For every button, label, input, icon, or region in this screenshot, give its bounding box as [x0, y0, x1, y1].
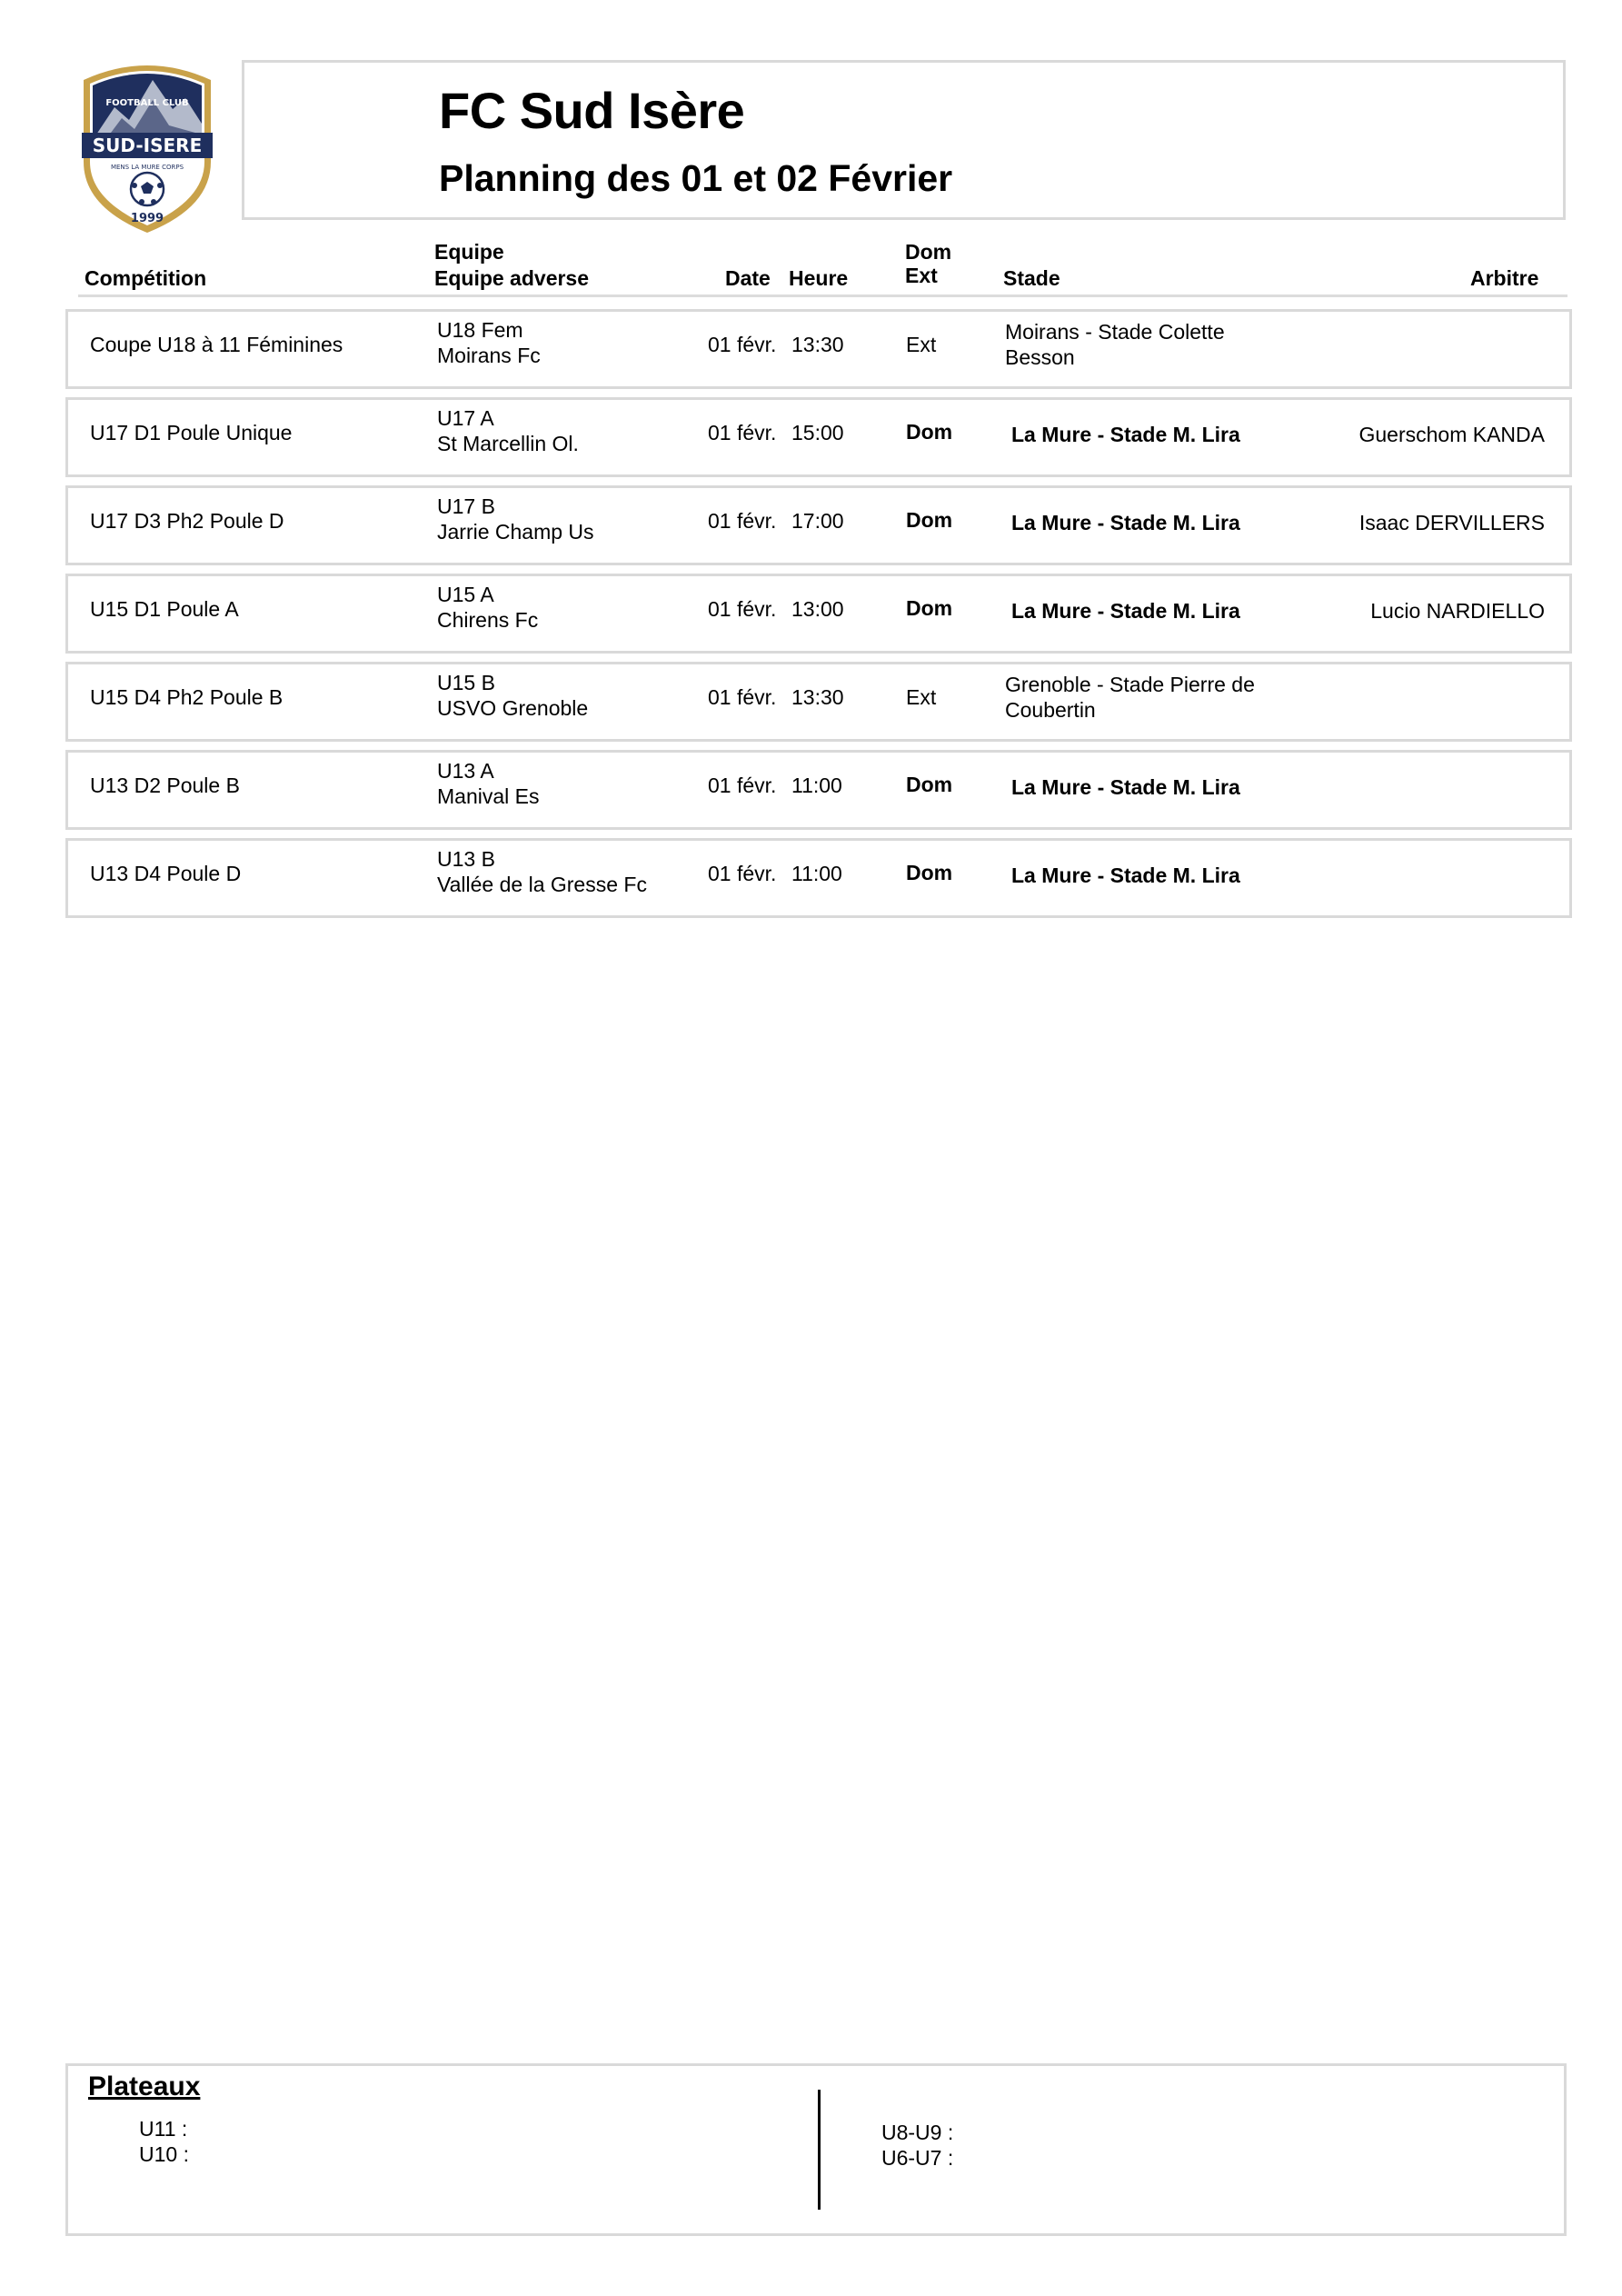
match-date: 01 févr.: [708, 685, 777, 709]
col-header-competition: Compétition: [85, 266, 207, 290]
arbitre: Isaac DERVILLERS: [1358, 511, 1545, 534]
competition: U15 D4 Ph2 Poule B: [90, 685, 284, 709]
col-header-ext: Ext: [905, 264, 938, 287]
match-date: 01 févr.: [708, 333, 777, 356]
team: U18 Fem: [437, 318, 523, 342]
plateau-u6-u7: U6-U7 :: [881, 2146, 954, 2170]
stade: La Mure - Stade M. Lira: [1011, 599, 1240, 623]
competition: U15 D1 Poule A: [90, 597, 239, 621]
col-header-equipe-adverse: Equipe adverse: [434, 266, 590, 290]
opponent: Vallée de la Gresse Fc: [437, 873, 647, 896]
col-header-stade: Stade: [1003, 266, 1060, 290]
dom-ext: Dom: [906, 861, 953, 884]
competition: U13 D2 Poule B: [90, 774, 240, 797]
match-date: 01 févr.: [708, 862, 777, 885]
opponent: Moirans Fc: [437, 344, 541, 367]
svg-text:MENS LA MURE CORPS: MENS LA MURE CORPS: [110, 164, 184, 171]
page-subtitle: Planning des 01 et 02 Février: [439, 157, 953, 199]
dom-ext: Dom: [906, 508, 953, 532]
competition: U17 D3 Ph2 Poule D: [90, 509, 284, 533]
competition: Coupe U18 à 11 Féminines: [90, 333, 343, 356]
svg-text:1999: 1999: [130, 212, 164, 225]
plateau-u8-u9: U8-U9 :: [881, 2121, 954, 2144]
match-time: 13:30: [791, 333, 844, 356]
col-header-equipe: Equipe: [434, 240, 504, 264]
match-time: 17:00: [791, 509, 844, 533]
table-row: [65, 662, 1572, 742]
arbitre: Guerschom KANDA: [1358, 423, 1545, 446]
team-opponent: [437, 758, 539, 809]
col-header-date: Date: [725, 266, 771, 290]
team-opponent: [437, 846, 647, 897]
table-row: [65, 485, 1572, 565]
team: U15 A: [437, 583, 494, 606]
stade: La Mure - Stade M. Lira: [1011, 423, 1240, 446]
stade: La Mure - Stade M. Lira: [1011, 775, 1240, 799]
match-time: 13:00: [791, 597, 844, 621]
team-opponent: [437, 582, 538, 633]
dom-ext: Ext: [906, 685, 937, 709]
dom-ext: Dom: [906, 420, 953, 444]
match-time: 13:30: [791, 685, 844, 709]
stade: Moirans - Stade Colette Besson: [1005, 320, 1225, 369]
stade: La Mure - Stade M. Lira: [1011, 511, 1240, 534]
header-divider: [78, 294, 1567, 297]
arbitre: Lucio NARDIELLO: [1370, 599, 1545, 623]
title-box: [242, 60, 1566, 220]
opponent: Jarrie Champ Us: [437, 520, 594, 544]
opponent: St Marcellin Ol.: [437, 432, 579, 455]
match-time: 11:00: [791, 862, 842, 885]
team: U15 B: [437, 671, 495, 694]
opponent: Manival Es: [437, 784, 540, 808]
stade: La Mure - Stade M. Lira: [1011, 863, 1240, 887]
team-opponent: [437, 317, 541, 368]
match-time: 15:00: [791, 421, 844, 444]
match-date: 01 févr.: [708, 421, 777, 444]
plateau-u10: U10 :: [139, 2142, 189, 2166]
team-opponent: [437, 670, 588, 721]
plateaux-box: [65, 2063, 1567, 2236]
svg-text:FOOTBALL CLUB: FOOTBALL CLUB: [105, 98, 189, 108]
plateaux-divider: [818, 2090, 821, 2210]
match-date: 01 févr.: [708, 597, 777, 621]
plateaux-title: Plateaux: [88, 2071, 201, 2101]
opponent: Chirens Fc: [437, 608, 539, 632]
team: U13 A: [437, 759, 494, 783]
dom-ext: Dom: [906, 773, 953, 796]
svg-text:SUD-ISERE: SUD-ISERE: [92, 135, 203, 156]
team: U17 B: [437, 494, 495, 518]
match-date: 01 févr.: [708, 774, 777, 797]
team: U13 B: [437, 847, 495, 871]
opponent: USVO Grenoble: [437, 696, 589, 720]
col-header-arbitre: Arbitre: [1470, 266, 1539, 290]
table-row: [65, 309, 1572, 389]
team-opponent: [437, 494, 594, 544]
table-row: [65, 750, 1572, 830]
table-row: [65, 838, 1572, 918]
stade: Grenoble - Stade Pierre de Coubertin: [1005, 673, 1255, 722]
dom-ext: Ext: [906, 333, 937, 356]
match-time: 11:00: [791, 774, 842, 797]
team-opponent: [437, 405, 579, 456]
club-logo: [78, 53, 216, 235]
table-row: [65, 574, 1572, 654]
table-row: [65, 397, 1572, 477]
competition: U13 D4 Poule D: [90, 862, 242, 885]
col-header-heure: Heure: [789, 266, 849, 290]
competition: U17 D1 Poule Unique: [90, 421, 293, 444]
dom-ext: Dom: [906, 596, 953, 620]
team: U17 A: [437, 406, 494, 430]
match-date: 01 févr.: [708, 509, 777, 533]
plateau-u11: U11 :: [139, 2117, 188, 2141]
col-header-dom: Dom: [905, 240, 952, 264]
page-title: FC Sud Isère: [439, 82, 745, 139]
